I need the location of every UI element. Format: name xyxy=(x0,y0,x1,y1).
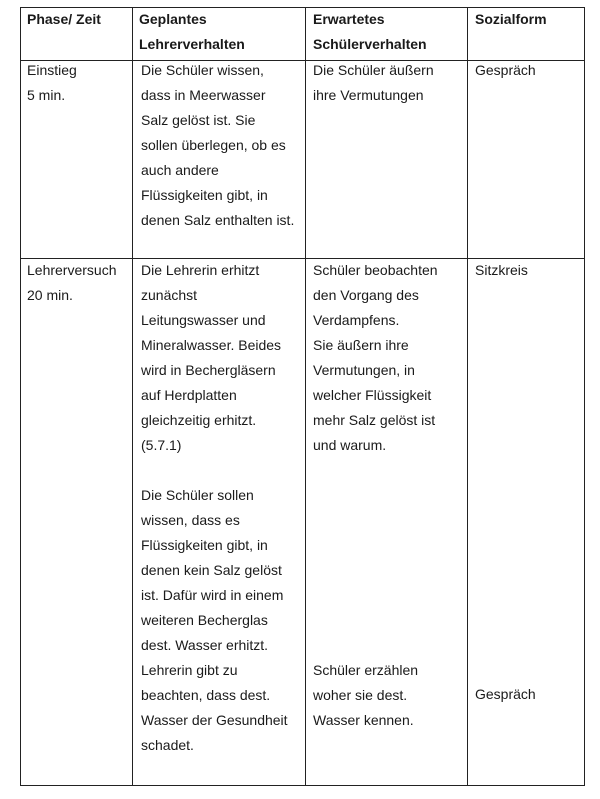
table-border-left xyxy=(20,7,21,786)
header-teacher-behavior: Geplantes Lehrerverhalten xyxy=(139,11,245,52)
row1-phase: Einstieg 5 min. xyxy=(27,62,77,103)
column-divider-3 xyxy=(467,7,468,786)
header-phase: Phase/ Zeit xyxy=(27,11,101,27)
row2-student-part2: Schüler erzählen woher sie dest. Wasser kennen. xyxy=(313,662,419,728)
row2-phase: Lehrerversuch 20 min. xyxy=(27,262,117,303)
row2-social-part1: Sitzkreis xyxy=(475,262,528,278)
row1-teacher: Die Schüler wissen, dass in Meerwasser Salz gelöst ist. Sie sollen überlegen, ob es auch andere Flüssigkeiten gibt, in denen Salz enthalten ist. xyxy=(141,62,295,228)
column-divider-1 xyxy=(132,7,133,786)
table-border-right xyxy=(584,7,585,786)
row2-student-part1: Schüler beobachten den Vorgang des Verdampfens. Sie äußern ihre Vermutungen, in welcher Flüssigkeit mehr Salz gelöst ist und warum. xyxy=(313,262,438,453)
row2-teacher-part2: Die Schüler sollen wissen, dass es Flüssigkeiten gibt, in denen kein Salz gelöst ist. Dafür wird in einem weiteren Becherglas dest. Wasser erhitzt. Lehrerin gibt zu beachten, dass dest. Wasser der Gesundheit schadet. xyxy=(141,487,288,753)
row2-social-part2: Gespräch xyxy=(475,686,536,702)
header-social-form: Sozialform xyxy=(475,11,547,27)
column-divider-2 xyxy=(305,7,306,786)
row1-student: Die Schüler äußern ihre Vermutungen xyxy=(313,62,434,103)
row1-social: Gespräch xyxy=(475,62,536,78)
header-student-behavior: Erwartetes Schülerverhalten xyxy=(313,11,427,52)
table-border-bottom xyxy=(20,785,585,786)
row2-teacher-part1: Die Lehrerin erhitzt zunächst Leitungswasser und Mineralwasser. Beides wird in Bechergläsern auf Herdplatten gleichzeitig erhitzt. (5.7.1) xyxy=(141,262,282,453)
